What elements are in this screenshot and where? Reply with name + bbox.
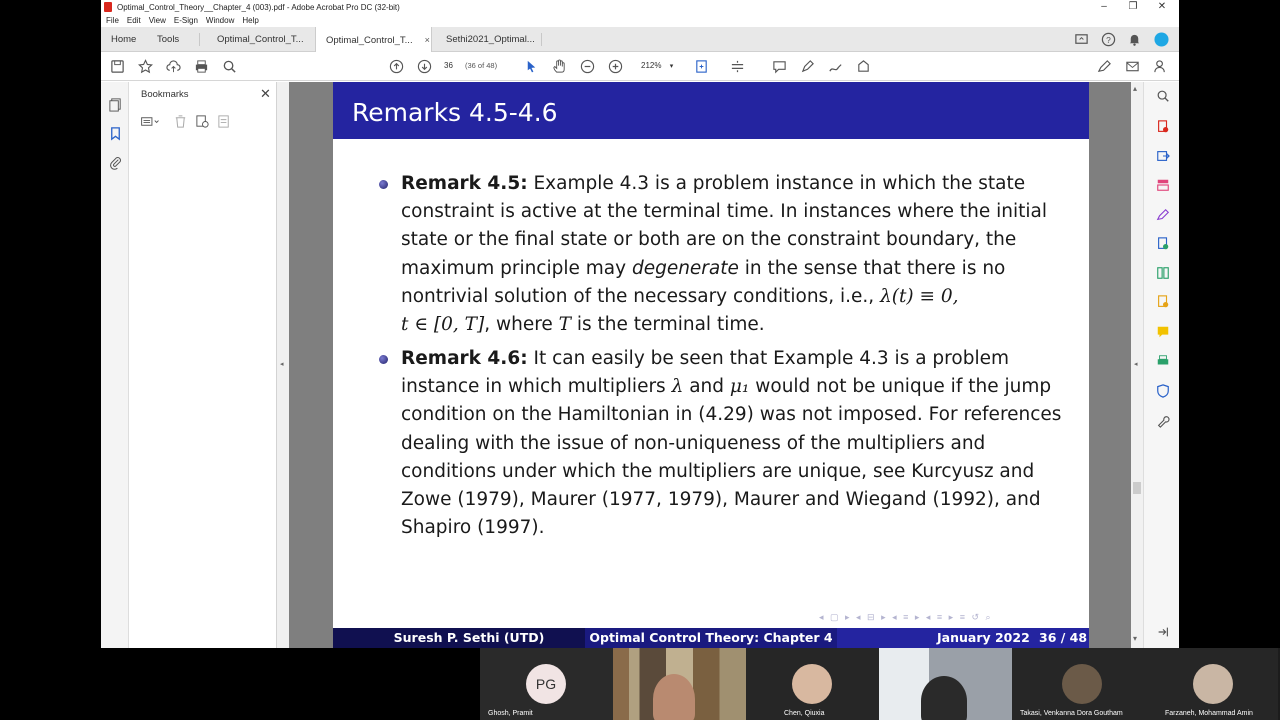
math-expression: μ₁ [729, 376, 750, 398]
math-expression: λ [671, 376, 684, 398]
footer-right [837, 628, 1089, 648]
protect-shield-icon[interactable] [1156, 384, 1170, 398]
tab-bar [101, 27, 1179, 52]
avatar: PG [526, 664, 566, 704]
tab-divider [541, 33, 542, 46]
slide-footer [333, 628, 1089, 648]
bullet-icon [379, 180, 388, 189]
scroll-thumb[interactable] [1133, 482, 1141, 494]
menu-bar [101, 14, 1179, 27]
remark-label: Remark 4.5: [401, 173, 528, 194]
tab-divider [199, 33, 200, 46]
comment-tool-icon[interactable] [1156, 325, 1170, 339]
tab-label: Optimal_Control_T... [326, 34, 413, 46]
collapse-arrow-icon: ◂ [280, 361, 284, 368]
math-expression: T [558, 314, 572, 336]
footer-author: Suresh P. Sethi (UTD) [333, 628, 585, 648]
footer-page: 36 / 48 [1039, 630, 1088, 645]
remark-4-5 [401, 170, 1076, 339]
acrobat-window [101, 0, 1179, 648]
bookmarks-panel [129, 82, 277, 648]
attachments-paperclip-icon[interactable] [107, 154, 123, 170]
fill-sign-icon[interactable] [1096, 58, 1112, 74]
user-avatar-icon[interactable] [1153, 31, 1169, 47]
tab-label: Home [111, 34, 137, 45]
collapse-left-panel-handle[interactable] [277, 82, 289, 648]
next-page-icon[interactable] [416, 58, 432, 74]
notification-bell-icon[interactable] [1126, 31, 1142, 47]
remark-emphasis: degenerate [631, 257, 739, 279]
tab-label: Sethi2021_Optimal... [446, 34, 535, 45]
zoom-search-icon[interactable] [1156, 89, 1170, 103]
previous-page-icon[interactable] [388, 58, 404, 74]
menu-window[interactable]: Window [205, 16, 235, 25]
video-person [653, 674, 695, 720]
new-bookmark-icon[interactable] [194, 113, 210, 129]
menu-view[interactable]: View [148, 16, 166, 25]
footer-course: Optimal Control Theory: Chapter 4 [585, 628, 837, 648]
remark-text: is the terminal time. [571, 314, 765, 336]
video-person [921, 676, 967, 720]
page-count-label: (36 of 48) [465, 61, 498, 70]
pdf-app-icon [104, 2, 112, 12]
combine-files-icon[interactable] [1156, 295, 1170, 309]
remark-4-6 [401, 345, 1076, 542]
video-participants-strip [480, 648, 1280, 720]
hand-tool-icon[interactable] [551, 58, 567, 74]
collapse-tools-pane-icon[interactable] [1156, 625, 1170, 639]
fill-sign-tool-icon[interactable] [1156, 208, 1170, 222]
avatar [792, 664, 832, 704]
remark-text: Example 4.3 is a problem instance in which the state constraint is active at the terminal time. In instances where the initial state or the final state or both are on the constraint boundary, the maximum principle may [401, 173, 1048, 279]
help-icon[interactable] [1100, 31, 1116, 47]
page-thumbnails-icon[interactable] [107, 96, 123, 112]
tab-document-3[interactable] [436, 27, 535, 52]
create-pdf-icon[interactable] [1156, 120, 1170, 134]
email-icon[interactable] [1124, 58, 1140, 74]
search-icon[interactable] [221, 58, 237, 74]
remark-text: in the sense that there is no nontrivial solution of the necessary conditions, i.e., [401, 257, 1006, 307]
maximize-button[interactable]: ❐ [1128, 1, 1138, 12]
participant-tile[interactable] [480, 648, 613, 720]
svg-text:?: ? [1105, 34, 1111, 45]
select-cursor-icon[interactable] [523, 58, 539, 74]
avatar [1062, 664, 1102, 704]
collapse-right-arrow-icon[interactable]: ◂ [1134, 361, 1138, 368]
save-icon[interactable] [109, 58, 125, 74]
close-panel-icon[interactable]: ✕ [260, 86, 271, 101]
participant-tile[interactable] [1012, 648, 1145, 720]
highlight-pen-icon[interactable] [799, 58, 815, 74]
print-production-icon[interactable] [1156, 354, 1170, 368]
math-expression: λ(t) ≡ 0, [880, 285, 959, 307]
menu-help[interactable]: Help [242, 16, 259, 25]
math-expression: t ∈ [0, T] [401, 314, 485, 336]
remark-text: , where [484, 314, 559, 336]
share-user-icon[interactable] [1152, 58, 1168, 74]
participant-name: Ghosh, Pramit [488, 710, 533, 717]
scroll-mode-icon[interactable] [729, 58, 745, 74]
chevron-down-icon: ▾ [669, 63, 674, 70]
title-bar [101, 0, 1179, 14]
toolbar [101, 52, 1179, 81]
zoom-out-icon[interactable] [579, 58, 595, 74]
zoom-value: 212% [641, 61, 662, 70]
slide-title-bar [333, 82, 1089, 139]
delete-bookmark-icon[interactable] [172, 113, 188, 129]
close-window-button[interactable]: ✕ [1157, 1, 1167, 12]
share-screen-icon[interactable] [1073, 31, 1089, 47]
left-navigation-rail [101, 82, 129, 648]
slide-title: Remarks 4.5-4.6 [352, 98, 558, 127]
participant-tile[interactable] [879, 648, 1012, 720]
remark-text: and [683, 376, 730, 398]
scroll-down-icon[interactable]: ▾ [1133, 634, 1138, 643]
edit-pdf-icon[interactable] [1156, 178, 1170, 192]
remark-text: It can easily be seen that Example 4.3 is a problem instance in which multipliers [401, 348, 1009, 398]
tab-label: Tools [157, 34, 180, 45]
remark-text: would not be unique if the jump condition on the Hamiltonian in (4.29) was not imposed. For references dealing with the issue of non-uniqueness of the multipliers and conditions under which the multipliers are unique, see Kurcyusz and Zowe (1979), Maurer (1977, 1979), Maurer and Wiegand (1992), and Shapiro (1997). [401, 376, 1062, 539]
menu-file[interactable]: File [106, 16, 119, 25]
participant-tile[interactable] [746, 648, 879, 720]
tab-document-1[interactable] [207, 27, 304, 52]
avatar [1193, 664, 1233, 704]
print-icon[interactable] [193, 58, 209, 74]
participant-name: Chen, Qiuxia [784, 710, 825, 717]
send-for-signature-icon[interactable] [1156, 237, 1170, 251]
beamer-navigation-symbols[interactable]: ◂ ▢ ▸ ◂ ⊟ ▸ ◂ ≡ ▸ ◂ ≡ ▸ ≡ ↺ ⌕ [819, 612, 993, 622]
pdf-page [333, 82, 1089, 648]
more-tools-wrench-icon[interactable] [1156, 414, 1170, 428]
bookmarks-icon[interactable] [107, 125, 123, 141]
tab-document-2-active[interactable] [315, 27, 432, 53]
menu-edit[interactable]: Edit [126, 16, 141, 25]
tab-tools[interactable] [147, 27, 179, 52]
tab-home[interactable] [101, 27, 136, 52]
participant-tile[interactable] [613, 648, 746, 720]
draw-icon[interactable] [827, 58, 843, 74]
export-pdf-icon[interactable] [1156, 149, 1170, 163]
expand-bookmark-icon[interactable] [216, 113, 232, 129]
zoom-in-icon[interactable] [607, 58, 623, 74]
fit-page-icon[interactable] [693, 58, 709, 74]
menu-esign[interactable]: E-Sign [173, 16, 198, 25]
scroll-up-icon[interactable]: ▴ [1133, 84, 1138, 93]
comment-icon[interactable] [771, 58, 787, 74]
remark-label: Remark 4.6: [401, 348, 528, 369]
participant-name: Farzaneh, Mohammad Amin [1165, 710, 1253, 717]
window-title: Optimal_Control_Theory__Chapter_4 (003).pdf - Adobe Acrobat Pro DC (32-bit) [117, 2, 400, 12]
participant-tile[interactable] [1145, 648, 1278, 720]
footer-date: January 2022 [937, 630, 1030, 645]
stamp-icon[interactable] [855, 58, 871, 74]
page-number-input[interactable]: 36 [444, 61, 453, 70]
zoom-level-select[interactable] [641, 61, 673, 70]
tab-label: Optimal_Control_T... [217, 34, 304, 45]
document-view[interactable] [289, 82, 1131, 648]
upload-cloud-icon[interactable] [165, 58, 181, 74]
tab-close-icon[interactable]: × [424, 35, 430, 45]
vertical-scrollbar[interactable] [1131, 82, 1143, 648]
participant-name: Takasi, Venkanna Dora Goutham [1020, 710, 1123, 717]
bullet-icon [379, 355, 388, 364]
organize-pages-icon[interactable] [1156, 266, 1170, 280]
bookmark-options-icon[interactable] [139, 113, 163, 129]
bookmarks-panel-title: Bookmarks [141, 89, 189, 100]
minimize-button[interactable]: – [1101, 1, 1107, 12]
tools-pane [1143, 82, 1179, 648]
bookmark-star-icon[interactable] [137, 58, 153, 74]
